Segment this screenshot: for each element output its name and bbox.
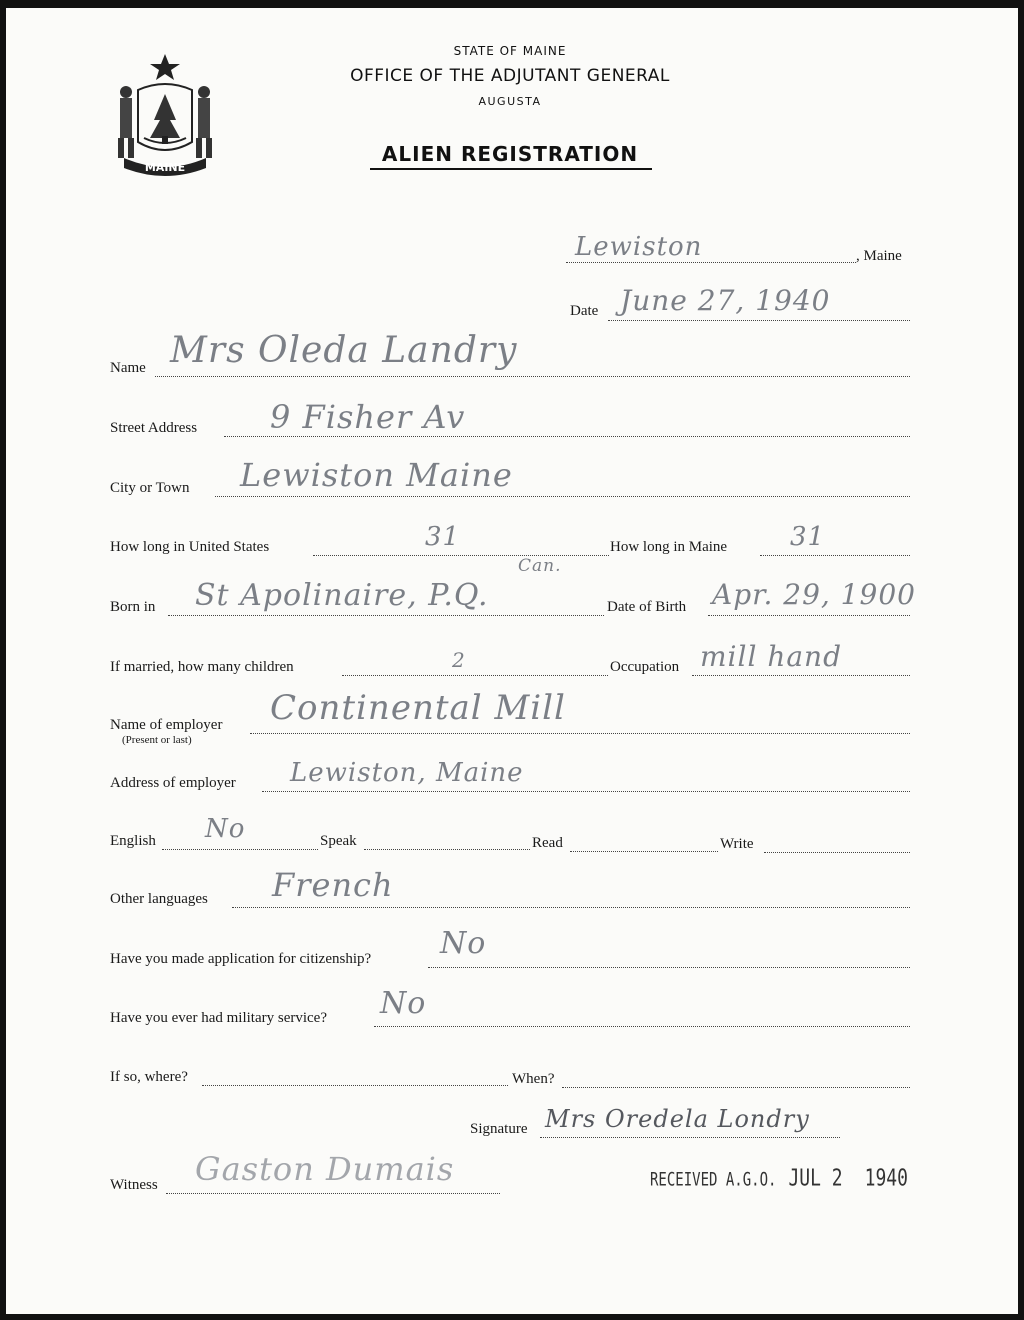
- dob-entry: Apr. 29, 1900: [712, 578, 916, 611]
- born-in-entry: St Apolinaire, P.Q.: [195, 578, 489, 613]
- name-label: Name: [110, 360, 146, 376]
- place-line: [566, 262, 856, 263]
- when-label: When?: [512, 1071, 555, 1087]
- occupation-entry: mill hand: [700, 640, 842, 673]
- employer-address-label: Address of employer: [110, 775, 236, 791]
- employer-line: [250, 733, 910, 734]
- maine-state-seal: [110, 50, 220, 180]
- city-label: City or Town: [110, 480, 190, 496]
- years-maine-entry: 31: [790, 522, 826, 552]
- city-entry: Lewiston Maine: [240, 456, 513, 494]
- occupation-label: Occupation: [610, 659, 680, 675]
- state-heading: STATE OF MAINE: [453, 44, 567, 58]
- born-in-note: Can.: [518, 556, 562, 576]
- place-suffix: , Maine: [856, 248, 902, 264]
- name-entry: Mrs Oleda Landry: [170, 330, 518, 371]
- citizenship-label: Have you made application for citizenship?: [110, 951, 372, 967]
- military-entry: No: [380, 986, 427, 1021]
- employer-entry: Continental Mill: [270, 688, 566, 728]
- form-title: ALIEN REGISTRATION: [381, 142, 639, 166]
- street-entry: 9 Fisher Av: [270, 398, 466, 436]
- signature-label: Signature: [470, 1121, 528, 1137]
- where-label: If so, where?: [110, 1069, 188, 1085]
- years-maine-label: How long in Maine: [610, 539, 728, 555]
- date-line: [608, 320, 910, 321]
- military-label: Have you ever had military service?: [110, 1010, 327, 1026]
- scan-border-top: [0, 0, 1024, 8]
- street-line: [224, 436, 910, 437]
- signature-entry: Mrs Oredela Londry: [545, 1105, 810, 1133]
- place-entry: Lewiston: [575, 232, 703, 262]
- employer-label: Name of employer: [110, 717, 223, 733]
- office-heading: OFFICE OF THE ADJUTANT GENERAL: [350, 66, 670, 86]
- occupation-line: [692, 675, 910, 676]
- born-in-line: [168, 615, 604, 616]
- years-us-line: [313, 555, 609, 556]
- other-languages-line: [232, 907, 910, 908]
- name-line: [155, 376, 910, 377]
- scan-border-left: [0, 0, 6, 1320]
- years-us-label: How long in United States: [110, 539, 270, 555]
- svg-text:MAINE: MAINE: [144, 161, 186, 174]
- date-entry: June 27, 1940: [620, 284, 831, 317]
- employer-address-entry: Lewiston, Maine: [290, 758, 524, 788]
- stamp-date: JUL 2: [788, 1164, 843, 1193]
- write-label: Write: [720, 836, 754, 852]
- stamp-year: 1940: [864, 1164, 908, 1193]
- citizenship-entry: No: [440, 926, 487, 961]
- read-label: Read: [532, 835, 563, 851]
- signature-line: [540, 1137, 840, 1138]
- title-underline: [370, 168, 652, 170]
- received-stamp: [650, 1165, 908, 1192]
- scan-border-right: [1018, 0, 1024, 1320]
- city-line: [215, 496, 910, 497]
- years-maine-line: [760, 555, 910, 556]
- city-heading: AUGUSTA: [478, 95, 542, 108]
- children-label: If married, how many children: [110, 659, 294, 675]
- when-line: [562, 1087, 910, 1088]
- dob-label: Date of Birth: [607, 599, 687, 615]
- speak-line: [364, 849, 530, 850]
- other-languages-entry: French: [272, 866, 394, 904]
- english-entry: No: [205, 814, 246, 844]
- witness-line: [166, 1193, 500, 1194]
- employer-sublabel: (Present or last): [122, 734, 192, 746]
- street-label: Street Address: [110, 420, 198, 436]
- other-languages-label: Other languages: [110, 891, 208, 907]
- dob-line: [708, 615, 910, 616]
- where-line: [202, 1085, 508, 1086]
- children-entry: 2: [452, 648, 466, 672]
- years-us-entry: 31: [425, 522, 461, 552]
- witness-label: Witness: [110, 1177, 158, 1193]
- stamp-received-text: RECEIVED A.G.O.: [650, 1170, 777, 1191]
- scan-border-bottom: [0, 1314, 1024, 1320]
- born-in-label: Born in: [110, 599, 156, 615]
- military-line: [374, 1026, 910, 1027]
- english-label: English: [110, 833, 156, 849]
- speak-label: Speak: [320, 833, 357, 849]
- citizenship-line: [428, 967, 910, 968]
- children-line: [342, 675, 608, 676]
- employer-address-line: [262, 791, 910, 792]
- english-line: [162, 849, 318, 850]
- witness-entry: Gaston Dumais: [195, 1150, 455, 1188]
- date-label: Date: [570, 303, 599, 319]
- write-line: [764, 852, 910, 853]
- read-line: [570, 851, 718, 852]
